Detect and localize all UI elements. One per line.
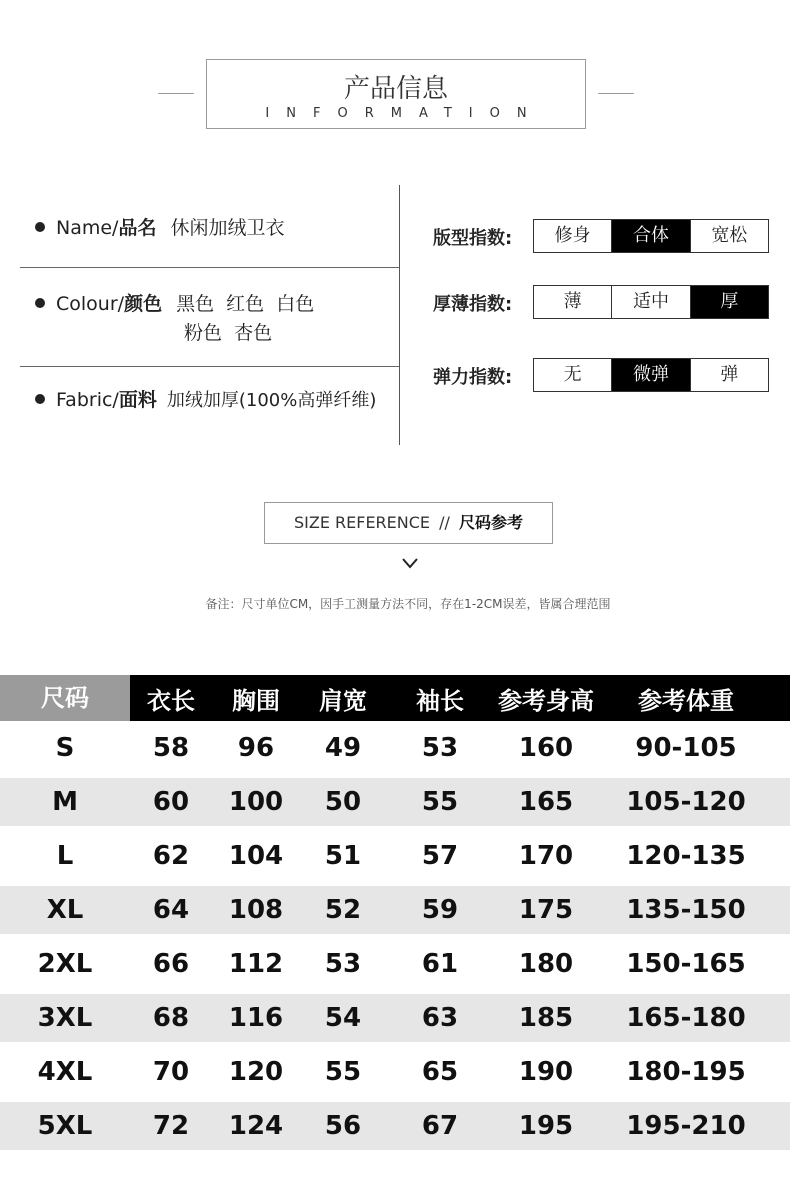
table-cell: 63 (421, 1003, 459, 1033)
table-cell: 65 (421, 1057, 459, 1087)
table-header-cell: 参考体重 (638, 686, 734, 715)
table-cell: 72 (152, 1111, 190, 1141)
name-value: 休闲加绒卫衣 (170, 217, 285, 239)
size-reference-cn: 尺码参考 (459, 513, 524, 532)
table-cell: 104 (228, 841, 284, 871)
table-cell: S (55, 733, 75, 763)
table-cell: 66 (152, 949, 190, 979)
table-row (0, 994, 790, 1042)
info-colour-row (35, 289, 314, 316)
size-table (0, 675, 790, 1153)
bullet-icon (35, 394, 45, 404)
table-cell: 180 (518, 949, 574, 979)
table-header-cell: 袖长 (416, 686, 464, 715)
table-cell: 116 (228, 1003, 284, 1033)
table-cell: 100 (228, 787, 284, 817)
table-cell: 108 (228, 895, 284, 925)
page-subtitle: INFORMATION (265, 106, 544, 121)
table-cell: 175 (518, 895, 574, 925)
table-cell: 68 (152, 1003, 190, 1033)
table-cell: M (52, 787, 78, 817)
name-key-cn: 品名 (118, 217, 157, 239)
index-option: 厚 (690, 286, 768, 318)
table-cell: 4XL (37, 1057, 93, 1087)
table-cell: 58 (152, 733, 190, 763)
index-option: 合体 (611, 220, 689, 252)
table-header-cell: 尺码 (0, 675, 130, 721)
table-header-cell: 胸围 (232, 686, 280, 715)
table-cell: 150-165 (626, 949, 746, 979)
colour-value-line2: 粉色 杏色 (184, 322, 273, 344)
size-reference-sep: // (439, 513, 450, 532)
index-label: 弹力指数: (433, 367, 513, 388)
table-cell: 124 (228, 1111, 284, 1141)
table-cell: 160 (518, 733, 574, 763)
table-header-row (0, 675, 790, 721)
size-reference-box (264, 502, 553, 544)
table-cell: 60 (152, 787, 190, 817)
table-cell: 53 (324, 949, 362, 979)
table-header-cell: 衣长 (147, 686, 195, 715)
fabric-value: 加绒加厚(100%高弹纤维) (166, 390, 377, 411)
table-cell: 54 (324, 1003, 362, 1033)
fabric-key-en: Fabric/ (56, 389, 119, 411)
table-cell: XL (46, 895, 84, 925)
table-cell: 55 (324, 1057, 362, 1087)
colour-value-line1: 黑色 红色 白色 (176, 293, 315, 315)
table-cell: 57 (421, 841, 459, 871)
info-divider-2 (20, 366, 399, 367)
table-cell: 165 (518, 787, 574, 817)
chevron-down-icon (401, 557, 419, 569)
table-cell: 112 (228, 949, 284, 979)
index-option: 无 (563, 364, 582, 385)
index-option-group (533, 358, 769, 392)
bullet-icon (35, 222, 45, 232)
table-cell: 165-180 (626, 1003, 746, 1033)
table-header-cell: 参考身高 (498, 686, 594, 715)
table-cell: 120 (228, 1057, 284, 1087)
table-cell: 56 (324, 1111, 362, 1141)
table-cell: 195-210 (626, 1111, 746, 1141)
info-divider-1 (20, 267, 399, 268)
table-cell: 170 (518, 841, 574, 871)
table-cell: 2XL (37, 949, 93, 979)
table-row (0, 1102, 790, 1150)
table-cell: L (56, 841, 74, 871)
table-row (0, 886, 790, 934)
header-right-rule (598, 93, 634, 94)
table-cell: 70 (152, 1057, 190, 1087)
index-option: 弹 (690, 359, 768, 391)
info-fabric-row (35, 385, 376, 412)
name-key-en: Name/ (56, 217, 119, 239)
table-cell: 59 (421, 895, 459, 925)
index-label: 厚薄指数: (433, 294, 513, 315)
header-left-rule (158, 93, 194, 94)
table-cell: 52 (324, 895, 362, 925)
table-cell: 96 (237, 733, 275, 763)
index-option: 适中 (611, 286, 689, 318)
table-cell: 53 (421, 733, 459, 763)
table-cell: 180-195 (626, 1057, 746, 1087)
table-header-cell: 肩宽 (319, 686, 367, 715)
bullet-icon (35, 298, 45, 308)
info-name-row (35, 213, 285, 240)
table-cell: 64 (152, 895, 190, 925)
colour-key-cn: 颜色 (124, 293, 163, 315)
header-title-box (206, 59, 586, 129)
table-cell: 185 (518, 1003, 574, 1033)
table-cell: 120-135 (626, 841, 746, 871)
index-option-group (533, 219, 769, 253)
table-cell: 62 (152, 841, 190, 871)
table-row (0, 1045, 790, 1099)
index-option-group (533, 285, 769, 319)
fabric-key-cn: 面料 (118, 389, 157, 411)
table-cell: 51 (324, 841, 362, 871)
index-option: 微弹 (611, 359, 689, 391)
page-title: 产品信息 (343, 74, 448, 104)
table-cell: 49 (324, 733, 362, 763)
table-cell: 5XL (37, 1111, 93, 1141)
table-cell: 55 (421, 787, 459, 817)
size-reference-en: SIZE REFERENCE (293, 513, 431, 532)
table-cell: 50 (324, 787, 362, 817)
table-cell: 90-105 (635, 733, 737, 763)
index-option: 宽松 (690, 220, 768, 252)
table-row (0, 778, 790, 826)
table-cell: 195 (518, 1111, 574, 1141)
index-option: 修身 (554, 225, 591, 246)
table-cell: 61 (421, 949, 459, 979)
table-cell: 135-150 (626, 895, 746, 925)
table-cell: 67 (421, 1111, 459, 1141)
info-divider-vertical (399, 185, 400, 445)
table-cell: 3XL (37, 1003, 93, 1033)
table-row (0, 937, 790, 991)
colour-key-en: Colour/ (56, 293, 125, 315)
table-cell: 105-120 (626, 787, 746, 817)
size-note: 备注：尺寸单位CM，因手工测量方法不同，存在1-2CM误差，皆属合理范围 (205, 597, 611, 611)
index-label: 版型指数: (433, 228, 513, 249)
table-row (0, 829, 790, 883)
index-option: 薄 (563, 291, 582, 312)
table-row (0, 721, 790, 775)
table-cell: 190 (518, 1057, 574, 1087)
